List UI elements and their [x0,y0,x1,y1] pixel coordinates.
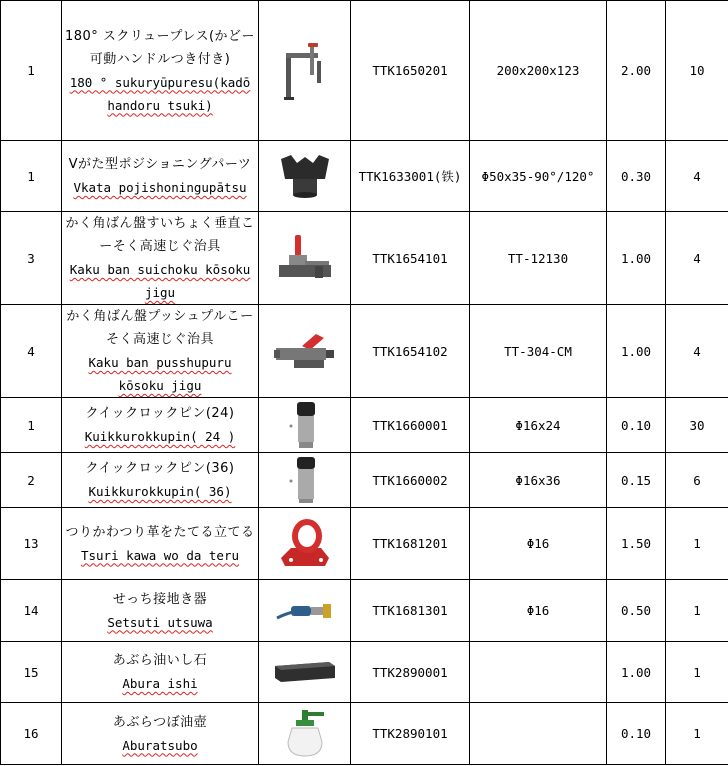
row-number: 14 [1,580,62,642]
part-dimension: Φ50x35-90°/120° [470,141,607,212]
part-quantity: 1 [666,703,728,765]
part-weight: 0.15 [607,453,666,508]
table-row [1,1,728,141]
part-name [62,305,259,398]
lifting-ring-icon [277,518,333,570]
row-number: 3 [1,212,62,305]
part-code: TTK2890001 [351,642,470,703]
part-name-japanese: かく角ばん盤プッシュプルこーそく高速じぐ治具 [66,309,254,347]
table-row [1,141,728,212]
part-quantity: 1 [666,508,728,580]
part-weight: 0.10 [607,398,666,453]
row-number: 2 [1,453,62,508]
part-quantity: 10 [666,1,728,141]
part-dimension [470,642,607,703]
part-name-romaji-line2: handoru tsuki) [107,97,213,113]
part-name-romaji: Aburatsubo [122,737,198,753]
part-weight: 1.00 [607,305,666,398]
part-code: TTK1654101 [351,212,470,305]
table-row [1,580,728,642]
part-quantity: 1 [666,642,728,703]
part-name-romaji: Kuikkurokkupin( 36) [88,484,232,499]
part-image [259,453,351,508]
part-image [259,508,351,580]
push-pull-clamp-icon [272,328,338,374]
row-number: 4 [1,305,62,398]
part-name [62,453,259,508]
part-name-romaji: Kaku ban suichoku kōsoku [69,262,251,277]
part-name-japanese: つりかわつり革をたてる立てる [65,524,255,540]
vertical-clamp-icon [275,233,335,283]
part-image [259,212,351,305]
part-quantity: 4 [666,212,728,305]
part-dimension: TT-12130 [470,212,607,305]
row-number: 16 [1,703,62,765]
table-row [1,453,728,508]
table-row [1,212,728,305]
row-number: 1 [1,1,62,141]
part-code: TTK1660002 [351,453,470,508]
part-name [62,508,259,580]
part-weight: 1.00 [607,642,666,703]
part-image [259,642,351,703]
part-dimension: Φ16x24 [470,398,607,453]
part-name-romaji: Tsuri kawa wo da teru [80,547,240,563]
part-dimension: TT-304-CM [470,305,607,398]
part-name [62,1,259,141]
part-image [259,580,351,642]
part-quantity: 6 [666,453,728,508]
part-dimension: Φ16 [470,580,607,642]
part-image [259,141,351,212]
quick-lock-pin-icon [285,400,325,450]
part-name-romaji: 180 ° sukuryūpuresu(kadō [69,74,251,90]
part-name-romaji: Kuikkurokkupin( 24 ) [84,429,236,444]
part-dimension: Φ16 [470,508,607,580]
part-name-japanese: Vがた型ポジショニングパーツ [68,157,252,172]
part-image [259,398,351,453]
table-row [1,398,728,453]
part-name [62,141,259,212]
part-name-romaji: Vkata pojishoningupātsu [73,180,247,195]
part-name [62,703,259,765]
oil-pot-sprayer-icon [282,708,328,760]
part-code: TTK2890101 [351,703,470,765]
part-image [259,305,351,398]
part-name [62,642,259,703]
part-weight: 0.30 [607,141,666,212]
part-quantity: 4 [666,141,728,212]
part-name [62,580,259,642]
part-quantity: 4 [666,305,728,398]
part-name-japanese: あぶらつぼ油壺 [112,714,208,730]
part-code: TTK1650201 [351,1,470,141]
part-name-romaji: Setsuti utsuwa [107,614,213,630]
part-name-japanese: クイックロックピン(24) [85,406,235,421]
row-number: 13 [1,508,62,580]
part-dimension: Φ16x36 [470,453,607,508]
table-row [1,642,728,703]
part-name-romaji-line2: kōsoku jigu [118,378,202,393]
row-number: 15 [1,642,62,703]
screw-press-icon [280,41,330,101]
part-name [62,398,259,453]
part-name [62,212,259,305]
row-number: 1 [1,141,62,212]
part-weight: 1.00 [607,212,666,305]
part-name-romaji-line2: jigu [144,285,176,300]
part-weight: 0.10 [607,703,666,765]
part-image [259,1,351,141]
part-name-romaji: Abura ishi [122,676,198,691]
part-name-japanese: クイックロックピン(36) [85,461,235,476]
part-code: TTK1633001(铁) [351,141,470,212]
row-number: 1 [1,398,62,453]
part-name-japanese: かく角ばん盤すいちょく垂直こーそく高速じぐ治具 [65,216,255,254]
part-quantity: 1 [666,580,728,642]
part-dimension: 200x200x123 [470,1,607,141]
part-name-japanese: せっち接地き器 [112,591,208,607]
part-name-romaji: Kaku ban pusshupuru [88,355,232,370]
part-weight: 0.50 [607,580,666,642]
part-weight: 1.50 [607,508,666,580]
part-quantity: 30 [666,398,728,453]
v-positioning-part-icon [277,153,333,199]
grounding-connector-icon [275,596,335,626]
part-code: TTK1660001 [351,398,470,453]
part-dimension [470,703,607,765]
part-code: TTK1681201 [351,508,470,580]
table-row [1,508,728,580]
table-row [1,305,728,398]
quick-lock-pin-icon [285,455,325,505]
part-code: TTK1681301 [351,580,470,642]
oil-stone-icon [273,660,337,684]
part-image [259,703,351,765]
part-code: TTK1654102 [351,305,470,398]
part-weight: 2.00 [607,1,666,141]
part-name-japanese: あぶら油いし石 [112,653,208,668]
part-name-japanese: 180° スクリュープレス(かどー可動ハンドルつき付き) [64,28,256,67]
table-row [1,703,728,765]
